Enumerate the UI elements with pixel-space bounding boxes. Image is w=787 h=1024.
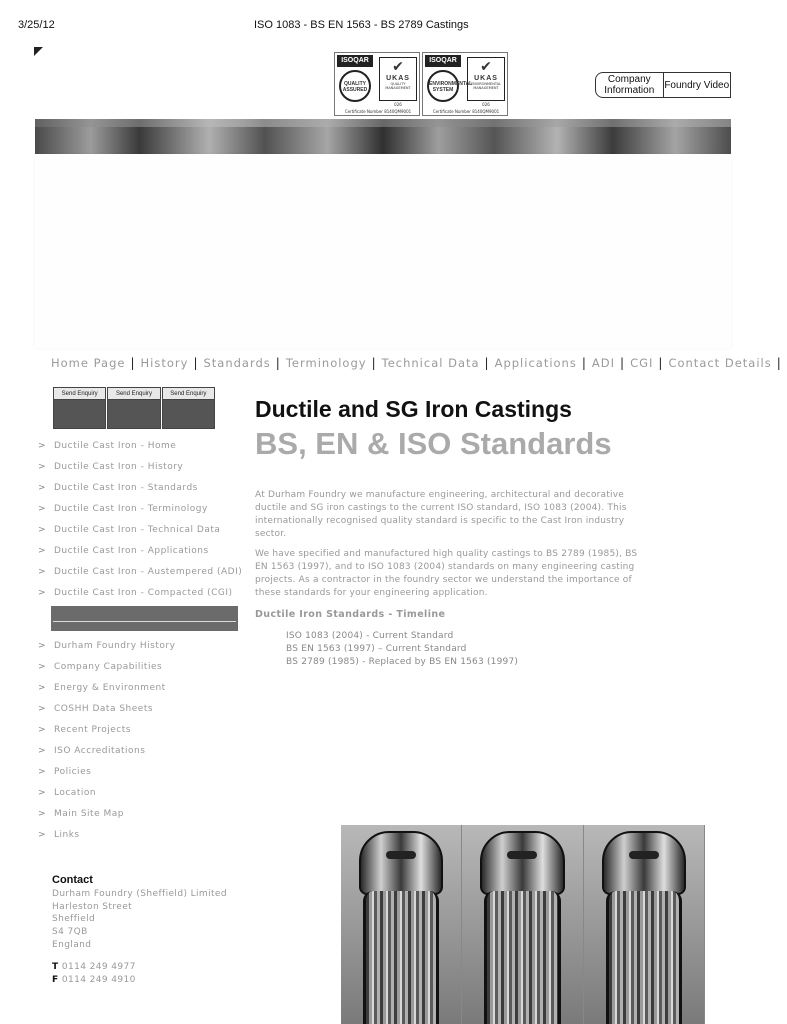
crown-check-icon: ✔ <box>480 59 492 75</box>
isoqar-logo: ISOQAR <box>337 55 373 67</box>
nav-history[interactable]: History <box>140 356 189 370</box>
sidebar-item-policies[interactable]: > Policies <box>38 766 92 777</box>
chevron-right-icon: > <box>38 724 47 735</box>
contact-postcode: S4 7QB <box>52 927 88 938</box>
print-date: 3/25/12 <box>18 19 55 31</box>
nav-standards[interactable]: Standards <box>203 356 271 370</box>
chevron-right-icon: > <box>38 766 47 777</box>
sidebar-item-links[interactable]: > Links <box>38 829 80 840</box>
timeline-list <box>286 630 518 669</box>
nav-contact-details[interactable]: Contact Details <box>668 356 772 370</box>
chevron-right-icon: > <box>38 440 47 451</box>
chevron-right-icon: > <box>38 787 47 798</box>
chevron-right-icon: > <box>38 808 47 819</box>
contact-city: Sheffield <box>52 914 96 925</box>
quality-seal: QUALITY ASSURED <box>339 70 371 102</box>
chevron-right-icon: > <box>38 587 47 598</box>
main-nav: Home Page | History | Standards | Terminology | Technical Data | Applications | ADI | CGI | Contact Details | <box>51 356 782 370</box>
chevron-right-icon: > <box>38 745 47 756</box>
nav-applications[interactable]: Applications <box>494 356 577 370</box>
sidebar-ductile-links <box>38 435 242 603</box>
contact-telephone: T 0114 249 4977 <box>52 961 136 972</box>
timeline-title: Ductile Iron Standards - Timeline <box>255 609 446 620</box>
print-title: ISO 1083 - BS EN 1563 - BS 2789 Castings <box>254 19 469 31</box>
sidebar-item-site-map[interactable]: > Main Site Map <box>38 808 124 819</box>
sidebar-item-energy[interactable]: > Energy & Environment <box>38 682 166 693</box>
isoqar-logo: ISOQAR <box>425 55 461 67</box>
sidebar-item-ductile-cgi[interactable]: > Ductile Cast Iron - Compacted (CGI) <box>38 587 233 598</box>
chevron-right-icon: > <box>38 524 47 535</box>
timeline-item: BS EN 1563 (1997) – Current Standard <box>286 644 467 654</box>
page-subtitle: BS, EN & ISO Standards <box>255 426 612 461</box>
standards-paragraph: We have specified and manufactured high quality castings to BS 2789 (1985), BS EN 1563 (1997), and to ISO 1083 (2004) standards on many engineering casting projects. As a contractor in the foundry sector we understand the importance of these standards for your engineering application. <box>255 549 638 598</box>
chevron-right-icon: > <box>38 829 47 840</box>
sidebar-item-ductile-applications[interactable]: > Ductile Cast Iron - Applications <box>38 545 209 556</box>
sidebar-item-capabilities[interactable]: > Company Capabilities <box>38 661 163 672</box>
send-enquiry-button[interactable]: Send Enquiry <box>53 387 106 429</box>
certificate-badge-quality: ISOQAR QUALITY ASSURED ✔ UKAS QUALITY MANAGEMENT 026 Certificate Number 8140QM9001 <box>334 52 420 116</box>
contact-country: England <box>52 939 92 950</box>
banner-placeholder <box>35 154 731 348</box>
contact-company: Durham Foundry (Sheffield) Limited <box>52 888 227 899</box>
sidebar-item-coshh[interactable]: > COSHH Data Sheets <box>38 703 154 714</box>
send-enquiry-button[interactable]: Send Enquiry <box>162 387 215 429</box>
foundry-video-link[interactable]: Foundry Video <box>663 73 731 97</box>
enquiry-buttons <box>53 387 215 429</box>
intro-paragraph: At Durham Foundry we manufacture engineering, architectural and decorative ductile and SG iron castings to the current ISO standard, ISO 1083 (2004). This internationally recognised quality standard is specific to the Cast Iron industry sector. <box>255 490 627 539</box>
contact-block <box>52 874 227 986</box>
contact-title: Contact <box>52 874 93 886</box>
sidebar-divider <box>51 606 238 631</box>
chevron-right-icon: > <box>38 503 47 514</box>
crown-check-icon: ✔ <box>392 59 404 75</box>
environmental-seal: ENVIRONMENTAL SYSTEM <box>427 70 459 102</box>
chevron-right-icon: > <box>38 640 47 651</box>
nav-terminology[interactable]: Terminology <box>285 356 367 370</box>
ukas-logo: ✔ UKAS ENVIRONMENTAL MANAGEMENT <box>467 57 505 101</box>
sidebar-item-location[interactable]: > Location <box>38 787 97 798</box>
nav-home-page[interactable]: Home Page <box>51 356 126 370</box>
chevron-right-icon: > <box>38 482 47 493</box>
chevron-right-icon: > <box>38 545 47 556</box>
contact-street: Harleston Street <box>52 901 133 912</box>
sidebar-item-ductile-technical-data[interactable]: > Ductile Cast Iron - Technical Data <box>38 524 221 535</box>
sidebar-item-recent-projects[interactable]: > Recent Projects <box>38 724 131 735</box>
certificate-badge-environmental: ISOQAR ENVIRONMENTAL SYSTEM ✔ UKAS ENVIRONMENTAL MANAGEMENT 026 Certificate Number 8140QM9001 <box>422 52 508 116</box>
send-enquiry-button[interactable]: Send Enquiry <box>107 387 160 429</box>
casting-image <box>584 825 705 1024</box>
company-information-link[interactable]: Company Information <box>604 74 655 96</box>
timeline-item: BS 2789 (1985) - Replaced by BS EN 1563 (1997) <box>286 657 519 667</box>
chevron-right-icon: > <box>38 566 47 577</box>
sidebar-item-ductile-history[interactable]: > Ductile Cast Iron - History <box>38 461 184 472</box>
castings-product-photo <box>341 825 705 1024</box>
sidebar-item-ductile-terminology[interactable]: > Ductile Cast Iron - Terminology <box>38 503 208 514</box>
chevron-right-icon: > <box>38 461 47 472</box>
top-nav <box>595 72 731 98</box>
sidebar-item-foundry-history[interactable]: > Durham Foundry History <box>38 640 176 651</box>
sidebar-company-links <box>38 635 175 845</box>
sidebar-item-ductile-home[interactable]: > Ductile Cast Iron - Home <box>38 440 177 451</box>
chevron-right-icon: > <box>38 661 47 672</box>
page-title: Ductile and SG Iron Castings <box>255 396 572 422</box>
corner-mark-icon <box>34 47 43 56</box>
ukas-logo: ✔ UKAS QUALITY MANAGEMENT <box>379 57 417 101</box>
casting-image <box>341 825 462 1024</box>
casting-image <box>462 825 583 1024</box>
timeline-item: ISO 1083 (2004) - Current Standard <box>286 631 454 641</box>
header-banner-image <box>35 119 731 154</box>
nav-adi[interactable]: ADI <box>591 356 616 370</box>
sidebar-item-iso-accreditations[interactable]: > ISO Accreditations <box>38 745 146 756</box>
nav-technical-data[interactable]: Technical Data <box>381 356 480 370</box>
chevron-right-icon: > <box>38 703 47 714</box>
sidebar-item-ductile-standards[interactable]: > Ductile Cast Iron - Standards <box>38 482 198 493</box>
contact-fax: F 0114 249 4910 <box>52 974 136 985</box>
sidebar-item-ductile-adi[interactable]: > Ductile Cast Iron - Austempered (ADI) <box>38 566 243 577</box>
chevron-right-icon: > <box>38 682 47 693</box>
nav-cgi[interactable]: CGI <box>630 356 654 370</box>
